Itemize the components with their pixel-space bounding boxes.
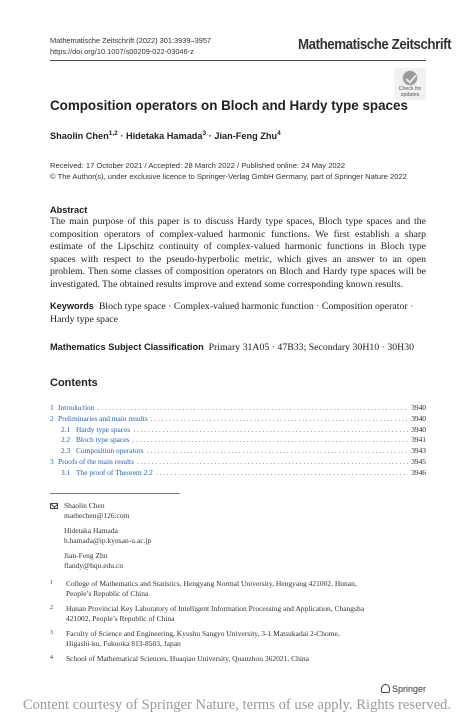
toc-link[interactable]: Proofs of the main results xyxy=(58,456,134,466)
badge-text xyxy=(394,87,426,99)
toc-page: 3940 xyxy=(411,413,426,423)
toc-page: 3940 xyxy=(411,403,426,412)
doi-link[interactable]: https://doi.org/10.1007/s00209-022-03046-z xyxy=(50,46,194,56)
author-list xyxy=(50,130,281,141)
badge-line-2: updates xyxy=(400,91,420,98)
toc-page: 3941 xyxy=(411,435,426,445)
contact-email[interactable]: flandy@hqu.edu.cn xyxy=(64,560,123,570)
springer-horse-icon xyxy=(381,684,390,693)
publisher-logo xyxy=(381,684,426,694)
affiliation-number: 4 xyxy=(50,655,53,661)
copyright-line: © The Author(s), under exclusive licence to Springer-Verlag GmbH Germany, part of Springer Nature 2022 xyxy=(50,171,407,181)
contact-entry xyxy=(64,551,151,570)
toc-link[interactable]: Preliminaries and main results xyxy=(58,413,148,423)
affiliation-list xyxy=(50,579,426,669)
contact-name: Shaolin Chen xyxy=(64,501,105,510)
publication-dates xyxy=(50,161,407,183)
affiliation-line: Faculty of Science and Engineering, Kyushu Sangyo University, 3-1 Matsukadai 2-Chome, xyxy=(66,629,340,638)
contact-entry xyxy=(64,526,151,545)
contact-name: Jian-Feng Zhu xyxy=(64,551,108,561)
author-affil-sup: 1,2 xyxy=(108,130,118,137)
affiliation xyxy=(50,579,426,599)
affiliation xyxy=(50,654,426,664)
affiliation-line: College of Mathematics and Statistics, Hengyang Normal University, Hengyang 421002, Hunan, xyxy=(66,579,357,588)
toc-page: 3943 xyxy=(411,446,426,456)
toc-item[interactable] xyxy=(50,425,426,436)
affiliation-number: 1 xyxy=(50,580,53,586)
msc-label: Mathematics Subject Classification xyxy=(50,342,204,352)
toc-link[interactable]: Introduction xyxy=(58,403,95,412)
author-name: Hidetaka Hamada xyxy=(125,131,203,142)
affiliation-number: 2 xyxy=(50,605,53,611)
contact-email[interactable]: h.hamada@ip.kyusan-u.ac.jp xyxy=(64,535,152,545)
toc-leader xyxy=(156,468,408,479)
toc-number: 2.1 xyxy=(61,424,71,434)
toc-page: 3946 xyxy=(411,467,426,477)
check-for-updates-badge[interactable] xyxy=(394,68,426,100)
toc-link[interactable]: Hardy type spaces xyxy=(76,424,131,434)
publisher-name: Springer xyxy=(392,684,427,694)
keywords-label: Keywords xyxy=(50,301,94,311)
paper-title: Composition operators on Bloch and Hardy type spaces xyxy=(50,98,408,113)
footnote-rule xyxy=(50,493,180,494)
badge-line-1: Check for xyxy=(398,86,422,92)
toc-leader xyxy=(132,435,408,446)
courtesy-footer: Content courtesy of Springer Nature, terms of use apply. Rights reserved. xyxy=(22,697,452,713)
toc-leader xyxy=(151,414,409,425)
keywords-text: Bloch type space · Complex-valued harmonic function · Composition operator · Hardy type space xyxy=(50,301,414,325)
toc-number: 1 xyxy=(50,403,54,412)
envelope-icon xyxy=(50,503,58,509)
toc-number: 2 xyxy=(50,413,54,423)
affiliation xyxy=(50,629,426,649)
author-affil-sup: 4 xyxy=(277,130,281,137)
author-affil-sup: 3 xyxy=(202,130,207,137)
toc-number: 3.1 xyxy=(61,467,71,477)
journal-name: Mathematische Zeitschrift xyxy=(298,37,452,53)
toc-link[interactable]: Bloch type spaces xyxy=(76,435,130,445)
author-name: Jian-Feng Zhu xyxy=(214,131,278,142)
toc-item[interactable] xyxy=(50,435,426,446)
contact-list xyxy=(50,501,151,577)
toc-leader xyxy=(147,446,409,457)
author-separator: · xyxy=(120,131,124,142)
affiliation-line: People’s Republic of China xyxy=(66,589,149,598)
toc-link[interactable]: The proof of Theorem 2.2 xyxy=(76,467,153,477)
contact-entry xyxy=(64,501,151,520)
toc-page: 3940 xyxy=(411,424,426,434)
toc-leader xyxy=(137,457,408,468)
contents-heading: Contents xyxy=(50,377,98,389)
affiliation-line: 421002, People’s Republic of China xyxy=(66,614,175,623)
contact-email[interactable]: mathechen@126.com xyxy=(64,510,130,520)
toc-item[interactable] xyxy=(50,446,426,457)
affiliation-line: Higashi-ku, Fukuoka 813-8503, Japan xyxy=(66,639,181,648)
toc-page: 3945 xyxy=(411,456,426,466)
contact-name: Hidetaka Hamada xyxy=(64,526,118,536)
subject-classification xyxy=(50,342,426,353)
toc-leader xyxy=(98,403,409,414)
toc-number: 2.3 xyxy=(61,446,71,456)
journal-info xyxy=(50,36,211,57)
author-separator: · xyxy=(208,131,212,142)
table-of-contents xyxy=(50,403,426,479)
author-name: Shaolin Chen xyxy=(50,131,109,142)
toc-link[interactable]: Composition operators xyxy=(76,446,144,456)
toc-number: 3 xyxy=(50,456,54,466)
toc-item[interactable] xyxy=(50,414,426,425)
toc-leader xyxy=(133,425,408,436)
toc-item[interactable] xyxy=(50,457,426,468)
toc-item[interactable] xyxy=(50,403,426,414)
affiliation-line: School of Mathematical Sciences, Huaqiao University, Quanzhou 362021, China xyxy=(66,654,309,663)
check-updates-icon xyxy=(402,70,418,86)
journal-citation: Mathematische Zeitschrift (2022) 301:3939–3957 xyxy=(50,36,212,45)
abstract-text: The main purpose of this paper is to discuss Hardy type spaces, Bloch type spaces and the composition operators of complex-valued harmonic functions. We first establish a sharp estimate of the Lipschitz continuity of complex-valued harmonic functions in Bloch type spaces with respect to the pseudo-hyperbolic metric, which gives an answer to an open problem. Then some classes of composition operators on Bloch and Hardy type spaces will be investigated. The obtained results improve and extend some corresponding known results. xyxy=(50,216,426,290)
toc-item[interactable] xyxy=(50,468,426,479)
affiliation-line: Hunan Provincial Key Laboratory of Intelligent Information Processing and Application, Changsha xyxy=(66,604,365,613)
dates-line: Received: 17 October 2021 / Accepted: 28 March 2022 / Published online: 24 May 2022 xyxy=(50,161,346,170)
toc-number: 2.2 xyxy=(61,435,71,445)
header-rule xyxy=(50,60,426,61)
msc-text: Primary 31A05 · 47B33; Secondary 30H10 · 30H30 xyxy=(208,342,415,353)
affiliation xyxy=(50,604,426,624)
keywords xyxy=(50,300,426,326)
abstract-heading: Abstract xyxy=(50,205,88,215)
affiliation-number: 3 xyxy=(50,630,53,636)
